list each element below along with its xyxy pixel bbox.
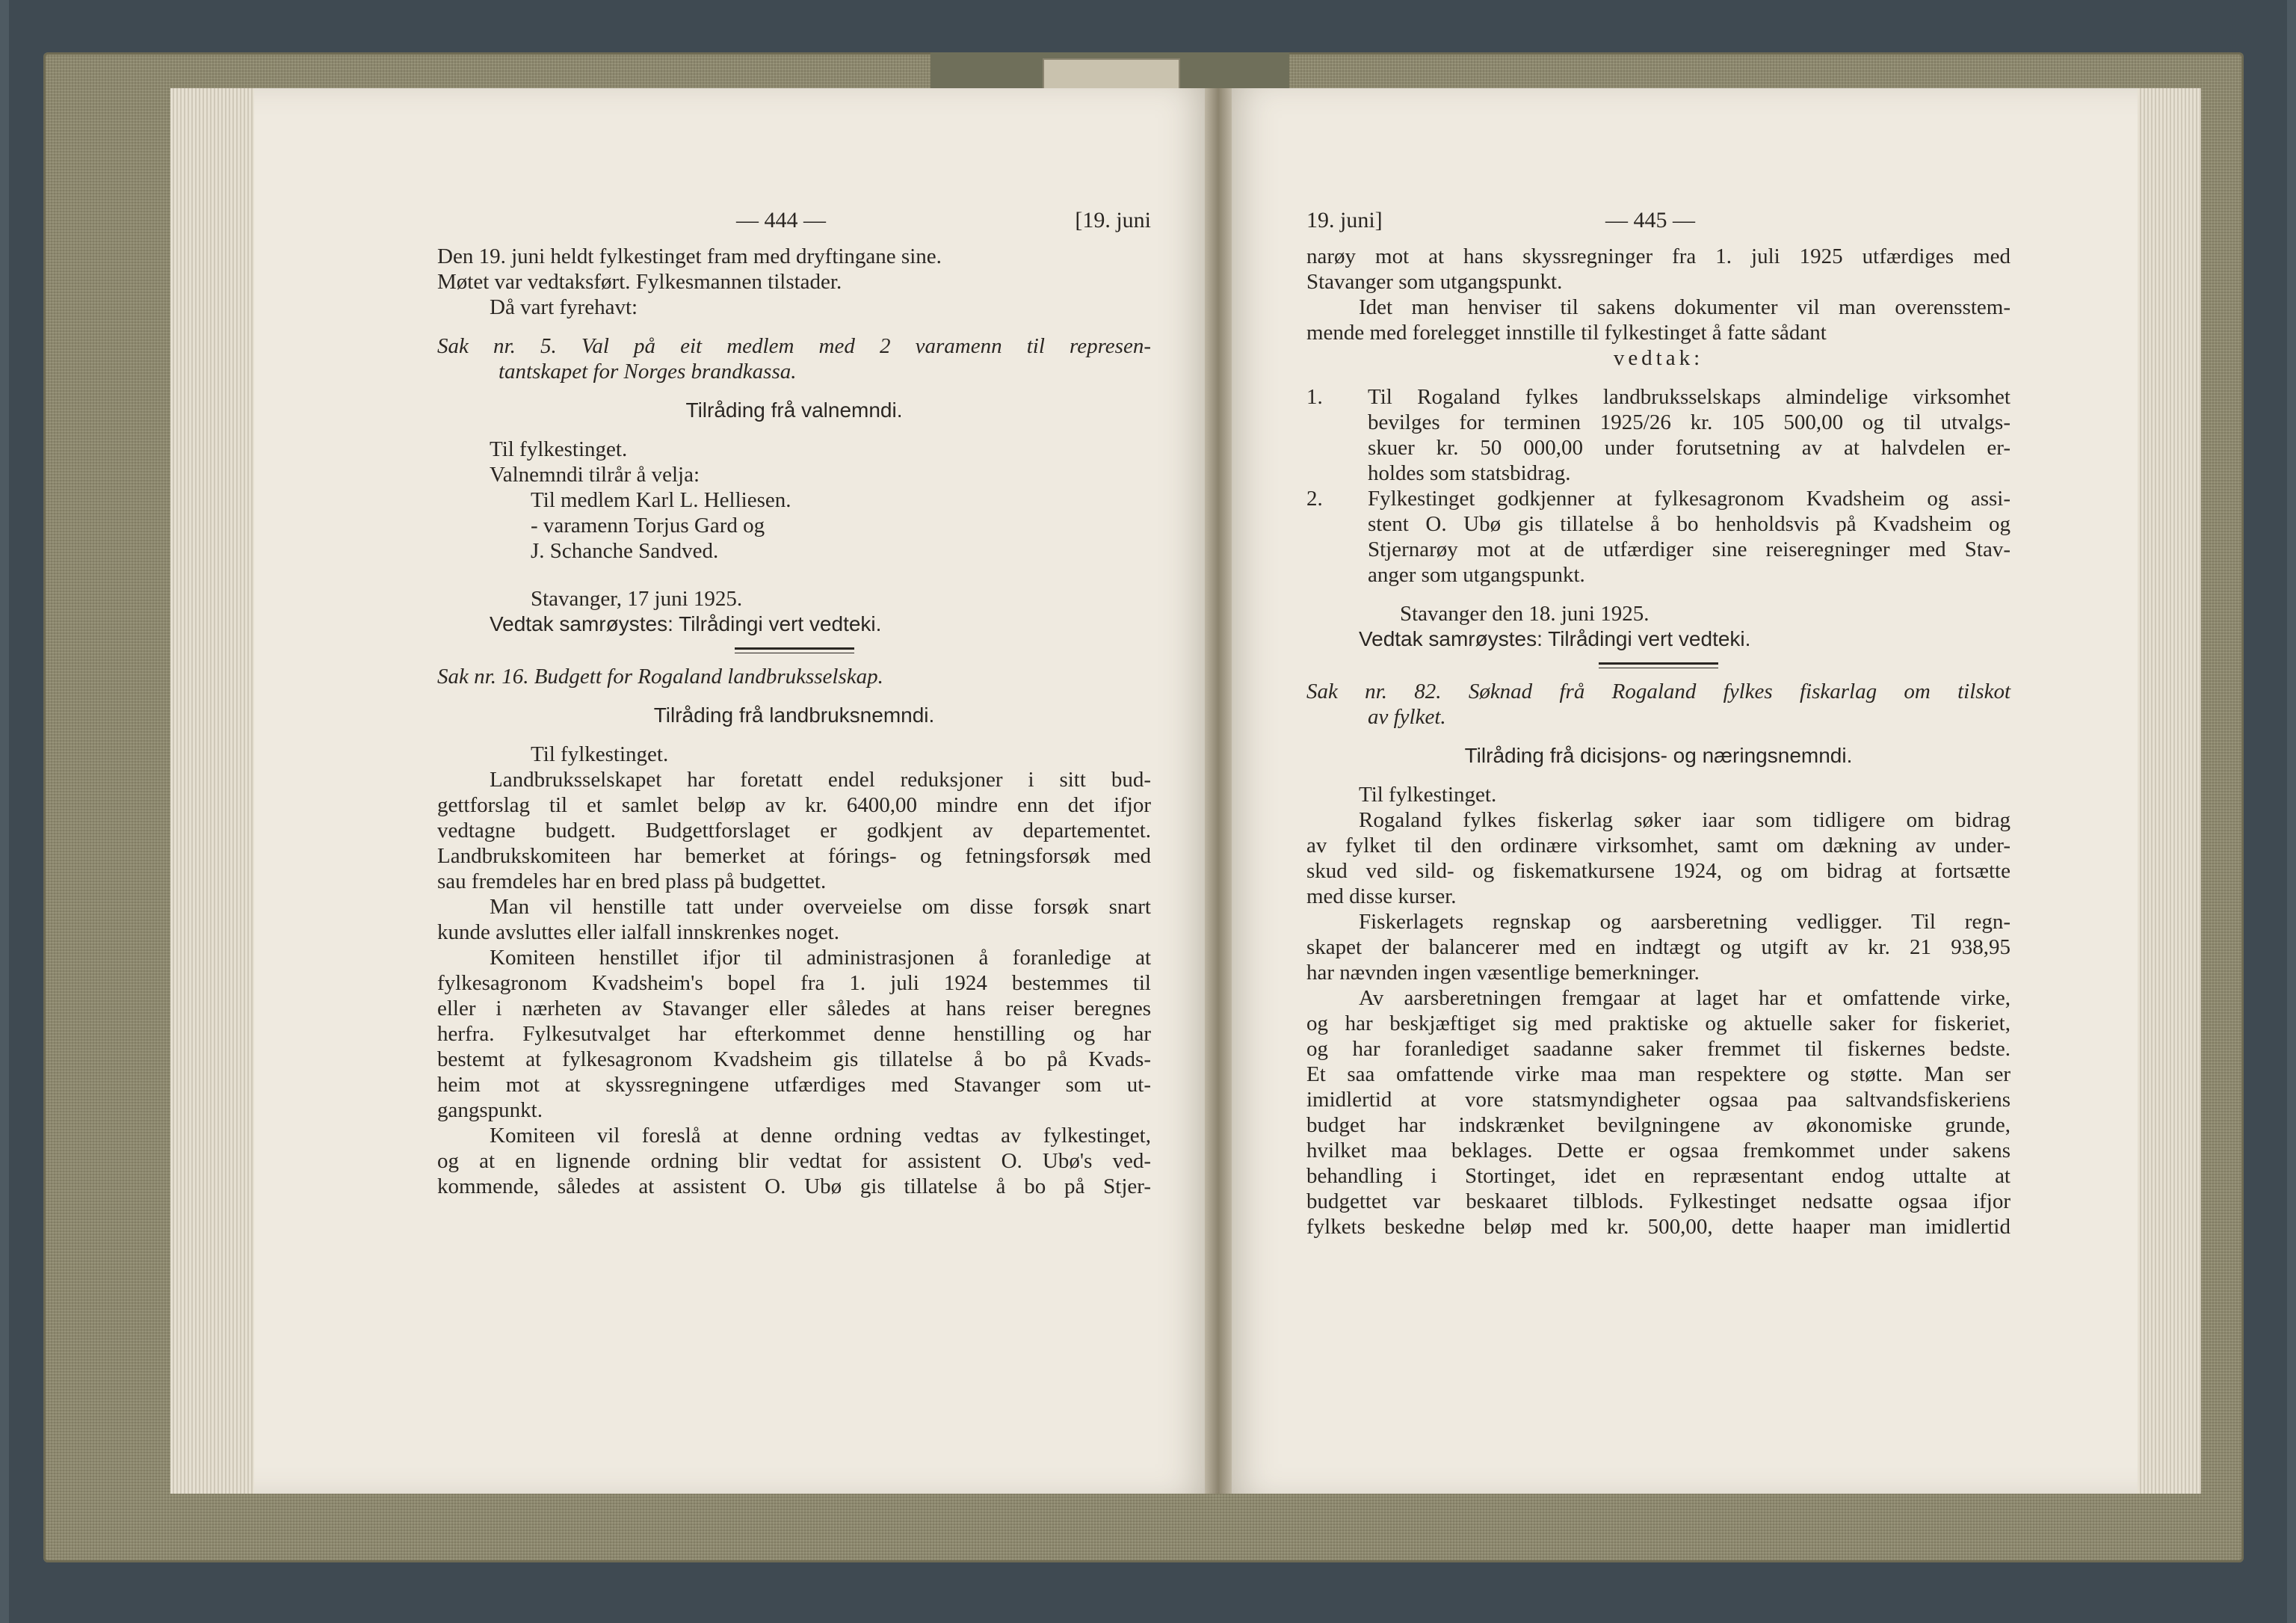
text-line — [1306, 461, 2010, 486]
spacer — [437, 320, 1151, 333]
line-text: hvilket maa beklages. Dette er ogsaa fremkommet under sakens — [1306, 1139, 2010, 1162]
text-line — [437, 664, 1151, 689]
text-line — [437, 269, 1151, 295]
line-text: kommende, således at assistent O. Ubø gis tillatelse å bo på Stjer- — [437, 1174, 1151, 1198]
line-text: budgettet var beskaaret tilblods. Fylkestinget nedsatte ogsaa ifjor — [1306, 1189, 2010, 1213]
text-line — [437, 1072, 1151, 1097]
text-line — [437, 703, 1151, 728]
text-line — [1306, 295, 2010, 320]
line-text: tantskapet for Norges brandkassa. — [499, 360, 797, 384]
text-line — [1306, 1112, 2010, 1138]
line-text: Vedtak samrøystes: Tilrådingi vert vedteki. — [490, 612, 882, 635]
text-line — [437, 792, 1151, 818]
spacer — [1306, 371, 2010, 384]
line-text: Landbrukskomiteen har bemerket at fórings- og fetningsforsøk med — [437, 844, 1151, 868]
line-text: Vedtak samrøystes: Tilrådingi vert vedteki. — [1359, 627, 1751, 650]
line-text: med disse kurser. — [1306, 884, 1457, 908]
section-divider — [1599, 662, 1718, 668]
text-line — [437, 767, 1151, 792]
text-line — [437, 818, 1151, 843]
text-line — [1306, 562, 2010, 588]
text-line — [437, 1123, 1151, 1148]
running-head: 19. juni] — [1306, 208, 1383, 232]
spacer — [437, 564, 1151, 586]
text-line — [437, 359, 1151, 384]
line-text: bestemt at fylkesagronom Kvadsheim gis tillatelse å bo på Kvads- — [437, 1047, 1151, 1071]
spacer — [1306, 588, 2010, 601]
text-line — [1306, 345, 2010, 371]
line-text: Fylkestinget godkjenner at fylkesagronom Kvadsheim og assi- — [1368, 487, 2010, 511]
line-text: bevilges for terminen 1925/26 kr. 105 500,00 og til utvalgs- — [1368, 410, 2010, 434]
line-text: Den 19. juni heldt fylkestinget fram med dryftingane sine. — [437, 244, 942, 268]
text-line — [437, 513, 1151, 538]
line-text: Til fylkestinget. — [531, 742, 669, 766]
text-line — [437, 538, 1151, 564]
text-line — [1306, 884, 2010, 909]
text-line — [1306, 320, 2010, 345]
line-text: sau fremdeles har en bred plass på budgettet. — [437, 869, 827, 893]
text-line — [1306, 679, 2010, 704]
line-text: Fiskerlagets regnskap og aarsberetning vedligger. Til regn- — [1359, 910, 2010, 934]
text-line — [437, 398, 1151, 423]
left-page-text — [437, 208, 1151, 1199]
line-text: fylkets beskedne beløp med kr. 500,00, dette haaper man imidlertid — [1306, 1215, 2010, 1239]
text-line — [1306, 1163, 2010, 1189]
line-text: Stavanger, 17 juni 1925. — [531, 587, 743, 611]
spacer — [437, 384, 1151, 398]
left-page-body — [437, 244, 1151, 1199]
line-text: budget har indskrænket bevilgningene av økonomiske grunde, — [1306, 1113, 2010, 1137]
running-head: [19. juni — [1075, 208, 1151, 232]
text-line — [437, 487, 1151, 513]
text-line — [1306, 244, 2010, 269]
book-gutter — [1205, 88, 1232, 1494]
line-text: Komiteen vil foreslå at denne ordning vedtas av fylkestinget, — [490, 1124, 1151, 1148]
text-line — [1306, 960, 2010, 985]
text-line — [437, 333, 1151, 359]
text-line — [1306, 833, 2010, 858]
text-line — [437, 437, 1151, 462]
text-line — [437, 1174, 1151, 1199]
text-line — [437, 586, 1151, 612]
line-text: Idet man henviser til sakens dokumenter vil man overensstem- — [1359, 295, 2010, 319]
text-line — [437, 295, 1151, 320]
text-line — [437, 1148, 1151, 1174]
page-number: — 445 — — [1605, 208, 1695, 232]
text-line — [437, 894, 1151, 920]
text-line — [437, 1021, 1151, 1047]
section-divider — [735, 647, 854, 653]
line-text: skuer kr. 50 000,00 under forutsetning av at halvdelen er- — [1368, 436, 2010, 460]
line-text: imidlertid at vore statsmyndigheter ogsaa paa saltvandsfiskeriens — [1306, 1088, 2010, 1112]
text-line — [437, 244, 1151, 269]
line-text: mende med forelegget innstille til fylkestinget å fatte sådant — [1306, 321, 1827, 345]
text-line — [1306, 435, 2010, 461]
line-text: Komiteen henstillet ifjor til administrasjonen å foranledige at — [490, 946, 1151, 970]
page-edges-right — [2130, 88, 2201, 1494]
page-edges-left — [170, 88, 260, 1494]
text-line — [1306, 985, 2010, 1011]
text-line — [437, 1097, 1151, 1123]
line-text: narøy mot at hans skyssregninger fra 1. juli 1925 utfærdiges med — [1306, 244, 2010, 268]
line-text: vedtak: — [1613, 346, 1704, 370]
line-text: Sak nr. 5. Val på eit medlem med 2 varamenn til represen- — [437, 334, 1151, 358]
text-line — [437, 843, 1151, 869]
right-page-text — [1306, 208, 2010, 1239]
line-text: Stjernarøy mot at de utfærdiger sine reiseregninger med Stav- — [1368, 538, 2010, 561]
text-line — [1306, 601, 2010, 626]
line-text: heim mot at skyssregningene utfærdiges med Stavanger som ut- — [437, 1073, 1151, 1097]
line-text: og har foranlediget saadanne saker fremmet til fiskernes bedste. — [1306, 1037, 2010, 1061]
line-text: gangspunkt. — [437, 1098, 543, 1122]
line-text: Valnemndi tilrår å velja: — [490, 463, 700, 487]
text-line — [1306, 934, 2010, 960]
text-line — [1306, 486, 2010, 511]
text-line — [1306, 909, 2010, 934]
line-text: eller i nærheten av Stavanger eller således at hans reiser beregnes — [437, 997, 1151, 1020]
text-line — [1306, 1036, 2010, 1062]
line-text: har nævnden ingen væsentlige bemerkninger. — [1306, 961, 1700, 985]
text-line — [1306, 858, 2010, 884]
line-text: stent O. Ubø gis tillatelse å bo henholdsvis på Kvadsheim og — [1368, 512, 2010, 536]
text-line — [1306, 384, 2010, 410]
line-text: Tilråding frå dicisjons- og næringsnemndi. — [1464, 744, 1853, 767]
line-text: Til fylkestinget. — [1359, 783, 1497, 807]
spacer — [1306, 769, 2010, 782]
spacer — [437, 728, 1151, 742]
spacer — [437, 689, 1151, 703]
text-line — [437, 462, 1151, 487]
line-text: Stavanger som utgangspunkt. — [1306, 270, 1563, 294]
right-page-body — [1306, 244, 2010, 1239]
line-text: J. Schanche Sandved. — [531, 539, 719, 563]
line-text: Rogaland fylkes fiskerlag søker iaar som tidligere om bidrag — [1359, 808, 2010, 832]
line-text: Et saa omfattende virke maa man respektere og støtte. Man ser — [1306, 1062, 2010, 1086]
line-text: vedtagne budgett. Budgettforslaget er godkjent av departementet. — [437, 819, 1151, 843]
line-text: behandling i Stortinget, idet en repræsentant endog uttalte at — [1306, 1164, 2010, 1188]
line-text: gettforslag til et samlet beløp av kr. 6400,00 mindre enn det ifjor — [437, 793, 1151, 817]
text-line — [437, 1047, 1151, 1072]
line-text: skud ved sild- og fiskematkursene 1924, og om bidrag at fortsætte — [1306, 859, 2010, 883]
text-line — [1306, 511, 2010, 537]
text-line — [1306, 626, 2010, 652]
spacer — [1306, 730, 2010, 743]
line-text: Møtet var vedtaksført. Fylkesmannen tilstader. — [437, 270, 842, 294]
list-number: 2. — [1306, 487, 1323, 511]
line-text: holdes som statsbidrag. — [1368, 461, 1571, 485]
text-line — [1306, 1011, 2010, 1036]
text-line — [1306, 704, 2010, 730]
line-text: skapet der balancerer med en indtægt og utgift av kr. 21 938,95 — [1306, 935, 2010, 959]
text-line — [1306, 1087, 2010, 1112]
line-text: Til medlem Karl L. Helliesen. — [531, 488, 791, 512]
text-line — [437, 612, 1151, 637]
line-text: - varamenn Torjus Gard og — [531, 514, 765, 538]
line-text: Sak nr. 82. Søknad frå Rogaland fylkes fiskarlag om tilskot — [1306, 680, 2010, 703]
text-line — [1306, 1138, 2010, 1163]
line-text: Sak nr. 16. Budgett for Rogaland landbruksselskap. — [437, 665, 883, 689]
page-number: — 444 — — [736, 208, 826, 232]
text-line — [437, 970, 1151, 996]
line-text: Av aarsberetningen fremgaar at laget har et omfattende virke, — [1359, 986, 2010, 1010]
text-line — [437, 945, 1151, 970]
text-line — [1306, 807, 2010, 833]
list-number: 1. — [1306, 385, 1323, 409]
line-text: Til fylkestinget. — [490, 437, 628, 461]
line-text: av fylket. — [1368, 705, 1446, 729]
text-line — [437, 920, 1151, 945]
text-line — [437, 742, 1151, 767]
text-line — [1306, 1189, 2010, 1214]
line-text: herfra. Fylkesutvalget har efterkommet denne henstilling og har — [437, 1022, 1151, 1046]
text-line — [1306, 269, 2010, 295]
text-line — [1306, 1062, 2010, 1087]
text-line — [437, 869, 1151, 894]
line-text: Då vart fyrehavt: — [490, 295, 638, 319]
line-text: fylkesagronom Kvadsheim's bopel fra 1. juli 1924 bestemmes til — [437, 971, 1151, 995]
text-line — [1306, 782, 2010, 807]
line-text: Tilråding frå valnemndi. — [685, 398, 903, 422]
spacer — [437, 423, 1151, 437]
line-text: Stavanger den 18. juni 1925. — [1400, 602, 1650, 626]
right-page-header — [1306, 208, 2010, 244]
line-text: Til Rogaland fylkes landbruksselskaps almindelige virksomhet — [1368, 385, 2010, 409]
text-line — [1306, 1214, 2010, 1239]
line-text: og at en lignende ordning blir vedtat for assistent O. Ubø's ved- — [437, 1149, 1151, 1173]
line-text: og har beskjæftiget sig med praktiske og aktuelle saker for fiskeriet, — [1306, 1011, 2010, 1035]
line-text: Man vil henstille tatt under overveielse om disse forsøk snart — [490, 895, 1151, 919]
text-line — [1306, 410, 2010, 435]
text-line — [1306, 743, 2010, 769]
left-page-header — [437, 208, 1151, 244]
text-line — [1306, 537, 2010, 562]
line-text: av fylket til den ordinære virksomhet, samt om dækning av under- — [1306, 834, 2010, 857]
text-line — [437, 996, 1151, 1021]
line-text: anger som utgangspunkt. — [1368, 563, 1585, 587]
line-text: kunde avsluttes eller ialfall innskrenkes noget. — [437, 920, 839, 944]
line-text: Tilråding frå landbruksnemndi. — [653, 703, 935, 727]
line-text: Landbruksselskapet har foretatt endel reduksjoner i sitt bud- — [490, 768, 1151, 792]
